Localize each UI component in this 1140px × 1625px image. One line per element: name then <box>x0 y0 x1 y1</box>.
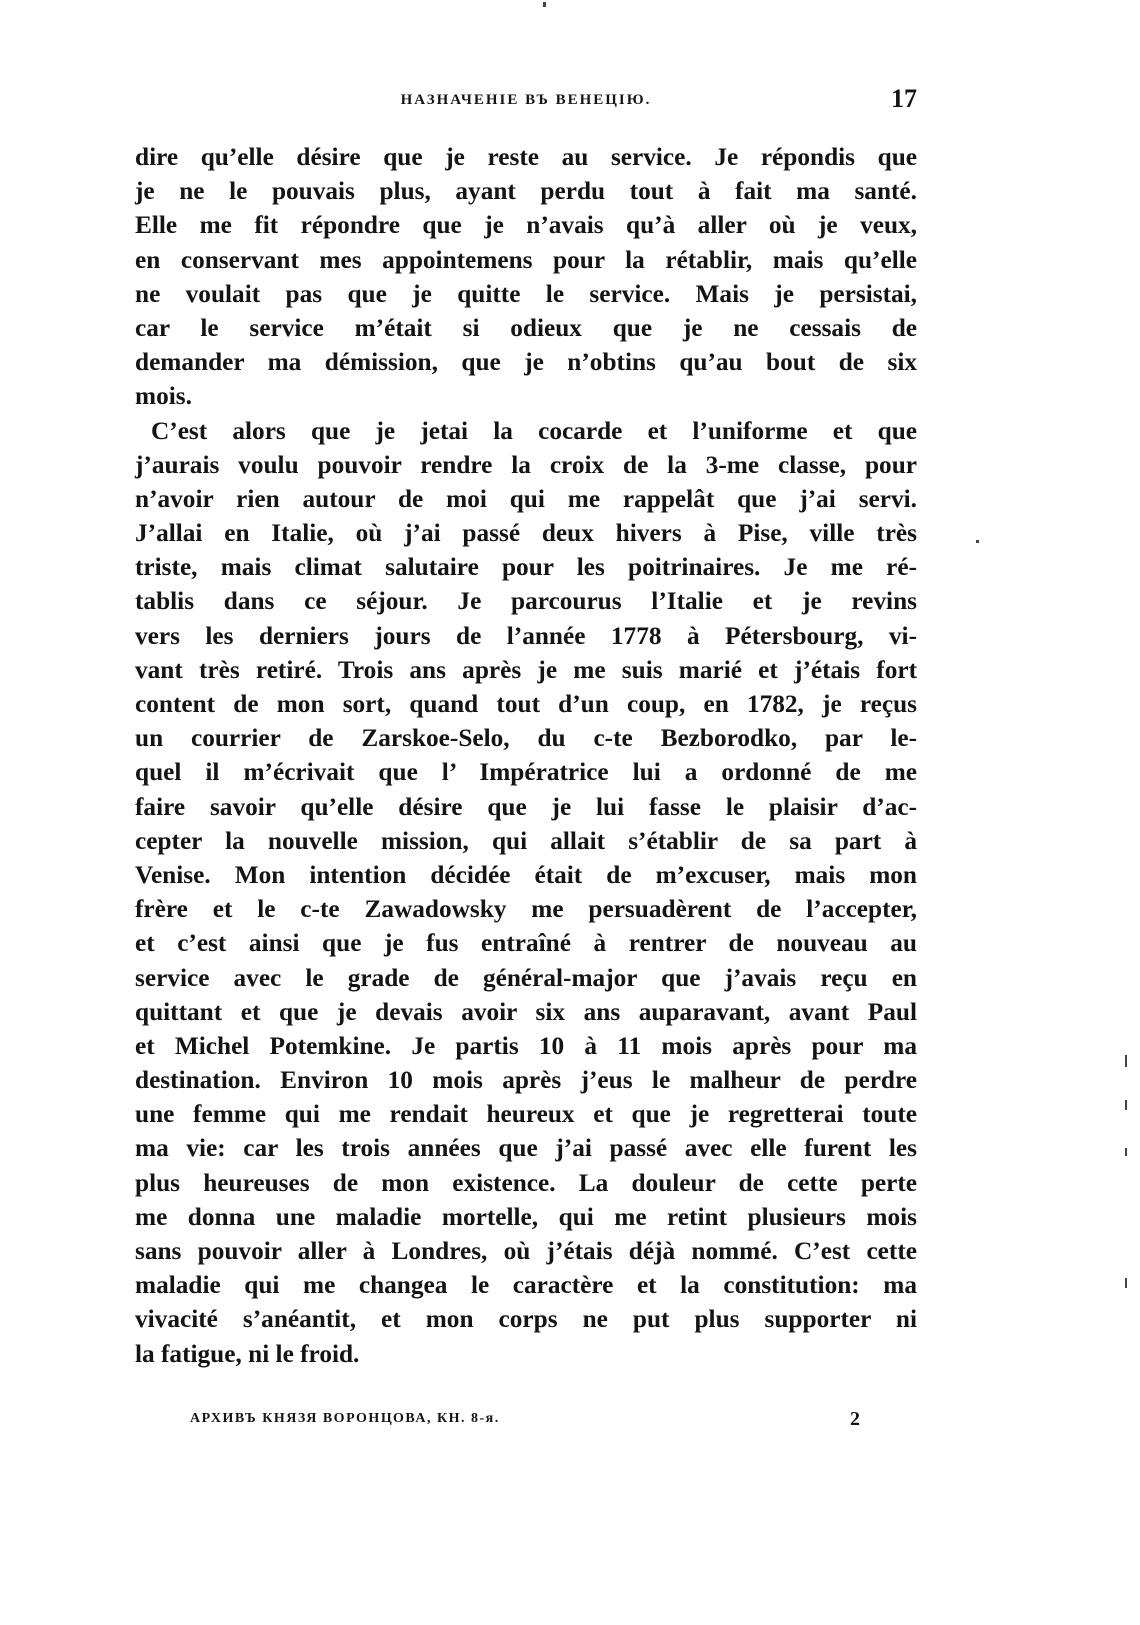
text-line: dire qu’elle désire que je reste au service. Je répondis que <box>135 143 917 171</box>
text-line: maladie qui me changea le caractère et la constitution: ma <box>135 1271 917 1300</box>
sheet-number: 2 <box>850 1408 860 1430</box>
page-header <box>135 84 917 124</box>
text-line: Elle me fit répondre que je n’avais qu’à aller où je veux, <box>135 211 917 240</box>
text-line: vant très retiré. Trois ans après je me suis marié et j’étais fort <box>135 655 917 684</box>
text-line: une femme qui me rendait heureux et que je regretterai toute <box>135 1100 917 1129</box>
text-line: et c’est ainsi que je fus entraîné à rentrer de nouveau au <box>135 929 917 958</box>
print-speck <box>543 2 546 7</box>
text-line: vivacité s’anéantit, et mon corps ne put plus supporter ni <box>135 1305 917 1334</box>
signature-mark: АРХИВЪ КНЯЗЯ ВОРОНЦОВА, КН. 8-я. <box>190 1411 500 1426</box>
text-line: je ne le pouvais plus, ayant perdu tout à fait ma santé. <box>135 177 917 206</box>
text-line: et Michel Potemkine. Je partis 10 à 11 mois après pour ma <box>135 1031 917 1060</box>
text-line: plus heureuses de mon existence. La douleur de cette perte <box>135 1168 917 1197</box>
page-footer <box>190 1408 860 1434</box>
text-line: destination. Environ 10 mois après j’eus le malheur de perdre <box>135 1066 917 1095</box>
page-number: 17 <box>891 84 917 113</box>
text-line: triste, mais climat salutaire pour les poitrinaires. Je me ré- <box>135 553 917 582</box>
text-line: car le service m’était si odieux que je ne cessais de <box>135 313 917 342</box>
text-line: faire savoir qu’elle désire que je lui fasse le plaisir d’ac- <box>135 792 917 821</box>
text-line: frère et le c-te Zawadowsky me persuadèrent de l’accepter, <box>135 895 917 924</box>
text-line: mois. <box>135 382 192 411</box>
print-speck <box>1125 1100 1127 1110</box>
text-line: vers les derniers jours de l’année 1778 à Pétersbourg, vi- <box>135 621 917 650</box>
text-line: me donna une maladie mortelle, qui me retint plusieurs mois <box>135 1202 917 1231</box>
text-line: C’est alors que je jetai la cocarde et l’uniforme et que <box>151 416 917 445</box>
print-speck <box>1125 1148 1127 1156</box>
text-line: Venise. Mon intention décidée était de m’excuser, mais mon <box>135 860 917 889</box>
print-speck <box>976 540 979 543</box>
text-line: n’avoir rien autour de moi qui me rappelât que j’ai servi. <box>135 484 917 513</box>
text-line: en conservant mes appointemens pour la rétablir, mais qu’elle <box>135 245 917 274</box>
text-line: quittant et que je devais avoir six ans auparavant, avant Paul <box>135 997 917 1026</box>
text-line: sans pouvoir aller à Londres, où j’étais déjà nommé. C’est cette <box>135 1237 917 1265</box>
text-line: ne voulait pas que je quitte le service. Mais je persistai, <box>135 279 917 308</box>
text-line: demander ma démission, que je n’obtins qu’au bout de six <box>135 348 917 377</box>
text-line: j’aurais voulu pouvoir rendre la croix de la 3-me classe, pour <box>135 450 917 479</box>
text-line: tablis dans ce séjour. Je parcourus l’Italie et je revins <box>135 587 917 616</box>
text-line: ma vie: car les trois années que j’ai passé avec elle furent les <box>135 1134 917 1163</box>
running-title: НАЗНАЧЕНІЕ ВЪ ВЕНЕЦІЮ. <box>400 92 652 108</box>
text-line: quel il m’écrivait que l’ Impératrice lui a ordonné de me <box>135 758 917 787</box>
body-text <box>135 140 917 1371</box>
text-line: cepter la nouvelle mission, qui allait s’établir de sa part à <box>135 826 917 855</box>
text-line: content de mon sort, quand tout d’un coup, en 1782, je reçus <box>135 690 917 718</box>
text-line: un courrier de Zarskoe-Selo, du c-te Bezborodko, par le- <box>135 724 917 753</box>
print-speck <box>1125 1055 1127 1067</box>
text-line: la fatigue, ni le froid. <box>135 1339 360 1368</box>
text-line: service avec le grade de général-major que j’avais reçu en <box>135 963 917 992</box>
print-speck <box>1125 1278 1127 1288</box>
text-line: J’allai en Italie, où j’ai passé deux hivers à Pise, ville très <box>135 519 917 548</box>
